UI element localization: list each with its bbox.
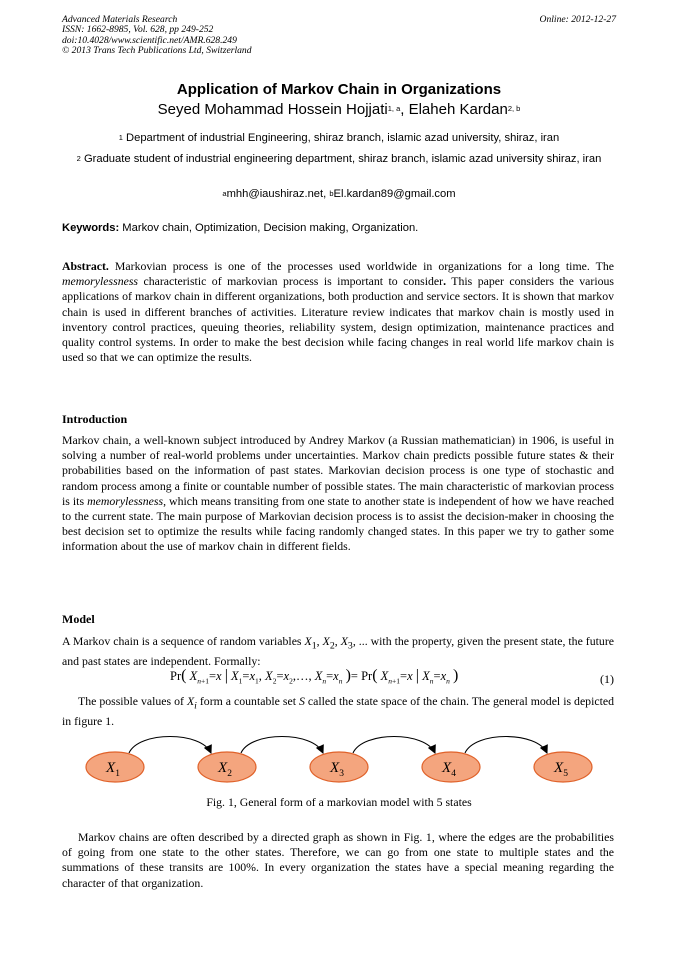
copyright: © 2013 Trans Tech Publications Ltd, Switzerland: [62, 44, 252, 56]
diagram-edges: [129, 737, 547, 754]
journal-name: Advanced Materials Research: [62, 14, 178, 25]
state-node-label: $X_3$: [330, 760, 344, 779]
state-node: [198, 752, 256, 782]
introduction-heading: Introduction: [62, 412, 128, 426]
keywords: [62, 221, 616, 236]
diagram-nodes: [86, 752, 592, 782]
model-paragraph-2: The possible values of $X_i$ form a countable set S called the state space of the chain. The general model is depicted in figure 1.: [62, 694, 615, 728]
var-s: S: [298, 694, 305, 708]
abstract-bold-dot: .: [443, 274, 447, 289]
email-a: mhh@iaushiraz.net,: [226, 188, 330, 200]
intro-text-1: Markov chain, a well-known subject introduced by Andrey Markov (a Russian mathematician) in 1906, is useful in solving a number of real-world problems under uncertainties. Markov chain predicts possible future states & their probabilities based on the information of past states. Markovian decision process is one type of stochastic and random process among a finite or countable number of possible states. The main characteristic of markovian process is its: [62, 433, 614, 508]
state-node: [422, 752, 480, 782]
keywords-label: Keywords:: [62, 222, 120, 234]
var-x: X: [304, 634, 312, 648]
online-date: Online: 2012-12-27: [539, 14, 616, 25]
model-p2-a: The possible values of: [78, 694, 187, 708]
state-node-label: $X_5$: [554, 760, 568, 779]
author-separator: ,: [400, 101, 409, 118]
intro-emphasis: memorylessness: [87, 493, 164, 508]
abstract-emphasis: memorylessness: [62, 274, 139, 289]
paper-title: Application of Markov Chain in Organizations: [176, 81, 502, 98]
model-p2-b: form a countable set: [196, 694, 299, 708]
introduction-text: [62, 433, 614, 555]
figure-caption: Fig. 1, General form of a markovian model with 5 states: [206, 795, 472, 809]
email-b: El.kardan89@gmail.com: [333, 188, 456, 200]
transition-arrow: [241, 737, 323, 754]
abstract-text-2: characteristic of markovian process is important to consider: [138, 274, 444, 289]
affiliation-1: [62, 131, 616, 147]
state-node-label: $X_2$: [218, 760, 232, 779]
state-node: [86, 752, 144, 782]
affiliation-1-text: Department of industrial Engineering, shiraz branch, islamic azad university, shiraz, iran: [126, 132, 560, 144]
model-p1-b: with the property, given the present state, the future and past states are independent. Formally:: [62, 634, 614, 668]
state-node: [310, 752, 368, 782]
model-p1-a: A Markov chain is a sequence of random variables: [62, 634, 305, 648]
transition-arrow: [465, 737, 547, 754]
affiliation-1-sup: 1: [118, 133, 123, 142]
markov-property-formula: Pr( $X_{n+1}=x$ | $X_1=x_1$, $X_2=x_2,\dots$, $X_n=x_n$ )= Pr( $X_{n+1}=x$ | $X_n=x_n$ ): [170, 667, 459, 686]
state-node: [534, 752, 592, 782]
affiliation-2-sup: 2: [76, 154, 81, 163]
email-b-sup: b: [329, 189, 334, 198]
keywords-text: Markov chain, Optimization, Decision making, Organization.: [119, 222, 419, 234]
transition-arrow: [129, 737, 211, 754]
state-node-label: $X_4$: [442, 760, 456, 779]
author-1-sup: 1, a: [387, 104, 401, 113]
abstract: [62, 259, 614, 365]
model-paragraph-1: A Markov chain is a sequence of random variables $X_1$, $X_2$, $X_3$, ... with the property, given the present state, the future and past states are independent. Formally:: [62, 634, 614, 668]
var-xi: X: [186, 694, 195, 708]
markov-chain-diagram: [80, 733, 600, 793]
issn: ISSN: 1662-8985, Vol. 628, pp 249-252: [62, 24, 214, 36]
affiliation-2: [62, 152, 616, 168]
equation-number: (1): [600, 672, 614, 686]
author-2-sup: 2, b: [507, 104, 521, 113]
abstract-text-3: This paper considers the various applications of markov chain in different organizations, both production and service sectors. It is shown that markov chain is used in different branches of activities. Literature review indicates that markov chain is mostly used in inventory control practices, queuing theories, reliability system, design optimization, maintenance practices and quality control systems. In order to make the best decision while facing changes in real world life markov chain is used so that we can optimize the results.: [62, 274, 614, 365]
affiliation-2-text: Graduate student of industrial engineering department, shiraz branch, islamic azad university shiraz, iran: [83, 153, 602, 165]
doi: doi:10.4028/www.scientific.net/AMR.628.249: [62, 34, 237, 46]
abstract-label: Abstract.: [62, 259, 109, 273]
email-a-sup: a: [222, 189, 227, 198]
emails: [62, 187, 616, 203]
intro-text-2: , which means transiting from one state to another state is independent of how we have reached to the current state. The main purpose of Markovian decision process is to assist the decision-maker in choosing the best decision set to optimize the results while facing randomly changed states. In this paper we try to gather some information about the use of markov chain in different fields.: [62, 493, 614, 554]
author-1: Seyed Mohammad Hossein Hojjati: [157, 101, 388, 118]
transition-arrow: [353, 737, 435, 754]
abstract-text-1: Markovian process is one of the processes used worldwide in organizations for a long time. The: [108, 259, 614, 273]
author-2: Elaheh Kardan: [408, 101, 508, 118]
authors: [0, 101, 678, 119]
model-paragraph-3: Markov chains are often described by a directed graph as shown in Fig. 1, where the edges are the probabilities of going from one state to the other states. Therefore, we can go from one state to multiple states and the summations of these transits are 100%. In every organization the states have a special meaning regarding the character of that organization.: [62, 830, 614, 890]
journal-header: [62, 15, 252, 56]
model-p2-c: called the state space of the chain. The general model is depicted in figure 1.: [62, 694, 615, 728]
model-heading: Model: [62, 612, 95, 626]
state-node-label: $X_1$: [106, 760, 120, 779]
